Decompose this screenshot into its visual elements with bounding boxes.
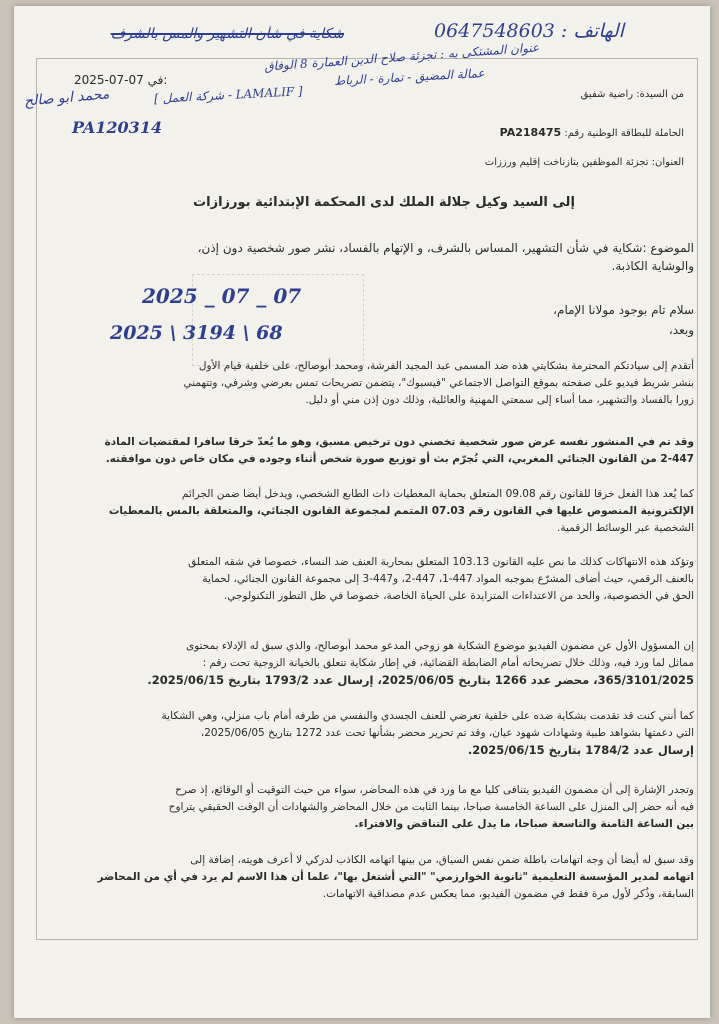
paragraph-5 (54, 638, 694, 689)
date-value: 2025-07-07 (74, 73, 144, 87)
paragraph-line: 2-447 من القانون الجنائي المغربي، التي تُجرّم بث أو توزيع صورة شخص أثناء وجوده في مكان خاص دون موافقته. (105, 453, 694, 465)
handwritten-accused-id: PA120314 (72, 118, 163, 137)
sender-id-field (394, 124, 684, 142)
paragraph-6 (54, 708, 694, 759)
handwritten-accused-name: محمد ابو صالح (23, 86, 110, 110)
paragraph-line: الإلكترونية المنصوص عليها في القانون رقم 07.03 المتمم لمجموعة القانون الجنائي، والمتعلقة بالمس بالمعطيات (108, 505, 694, 517)
handwritten-struck-line: شكاية في شأن التشهير والمس بالشرف (110, 26, 344, 42)
paragraph-line: فيه أنه حضر إلى المنزل على الساعة الخامسة صباحا، بينما الثابت من خلال المحاضر والشهادات أن الوقت الحقيقي يتراوح (168, 801, 694, 813)
recipient-line: إلى السيد وكيل جلالة الملك لدى المحكمة الإبتدائية بورزازات (193, 195, 575, 210)
greeting-line-2: وبعد، (668, 323, 694, 337)
paragraph-1 (54, 358, 694, 409)
paragraph-line: زورا بالفساد والتشهير، مما أساء إلى سمعتي المهنية والعائلية، وذلك دون إذن مني أو دليل. (305, 394, 694, 406)
paragraph-line: 365/3101/2025، محضر عدد 1266 بتاريخ 2025/06/05، إرسال عدد 1793/2 بتاريخ 2025/06/15. (147, 673, 694, 687)
subject-line-1: الموضوع :شكاية في شأن التشهير، المساس بالشرف، و الإتهام بالفساد، نشر صور شخصية دون إذن، (197, 241, 694, 255)
sender-id-label: الحاملة للبطاقة الوطنية رقم: (564, 128, 684, 139)
paragraph-line: وتؤكد هذه الانتهاكات كذلك ما نص عليه القانون 103.13 المتعلق بمحاربة العنف ضد النساء، خصوصا في شقه المتعلق (188, 556, 694, 568)
paragraph-3 (54, 486, 694, 537)
paragraph-line: السابقة، وذُكر لأول مرة فقط في مضمون الفيديو، مما يعكس عدم مصداقية الاتهامات. (322, 888, 694, 900)
handwritten-complaint-date: 2025 _ 07 _ 07 (142, 284, 302, 308)
paragraph-line: كما أنني كنت قد تقدمت بشكاية ضده على خلفية تعرضي للعنف الجسدي والنفسي من طرفه أمام باب منزلي، وهي الشكاية (161, 710, 694, 722)
paragraph-line: أتقدم إلى سيادتكم المحترمة بشكايتي هذه ضد المسمى عبد المجيد الفرشة، ومحمد أبوصالح، على خلفية قيام الأول (198, 360, 694, 372)
paragraph-4 (54, 554, 694, 605)
paragraph-line: بالعنف الرقمي، حيث أضاف المشرّع بموجبه المواد 447-1، 447-2، و447-3 إلى مجموعة القانون الجنائي، لحماية (202, 573, 694, 585)
paragraph-line: مماثل لما ورد فيه، وذلك خلال تصريحاته أمام الضابطة القضائية، في إطار شكاية تتعلق بالخيانة الزوجية تحت رقم : (202, 657, 694, 669)
paragraph-2 (54, 434, 694, 468)
paragraph-line: وقد تم في المنشور نفسه عرض صور شخصية تخصني دون ترخيص مسبق، وهو ما يُعدّ خرقا سافرا لمقتضيات المادة (104, 436, 694, 448)
paragraph-line: اتهامه لمدير المؤسسة التعليمية "ثانوية الخوارزمي" "التي أشتغل بها"، علما أن هذا الاسم لم يرد في أي من المحاضر (97, 871, 694, 883)
paragraph-line: التي دعمتها بشواهد طبية وشهادات شهود عيان، وقد تم تحرير محضر بشأنها تحت عدد 1272 بتاريخ 2025/06/05، (200, 727, 694, 739)
subject-line-2: والوشاية الكاذبة. (611, 259, 694, 273)
paragraph-7 (54, 782, 694, 833)
paragraph-line: إرسال عدد 1784/2 بتاريخ 2025/06/15. (467, 743, 694, 757)
handwritten-file-number: 2025 \ 3194 \ 68 (110, 322, 283, 344)
paragraph-line: كما يُعد هذا الفعل خرقا للقانون رقم 09.08 المتعلق بحماية المعطيات ذات الطابع الشخصي، ويدخل أيضا ضمن الجرائم (181, 488, 694, 500)
date-field (74, 72, 234, 89)
paragraph-line: وتجدر الإشارة إلى أن مضمون الفيديو يتنافى كليا مع ما ورد في هذه المحاضر، سواء من حيث التوقيت أو الوقائع، إذ صرح (175, 784, 694, 796)
paragraph-8 (54, 852, 694, 903)
handwritten-phone: الهاتف : 0647548603 (434, 20, 624, 42)
paragraph-line: بين الساعة الثامنة والتاسعة صباحا، ما يدل على التناقض والافتراء. (354, 818, 694, 830)
sender-id-number: PA218475 (499, 126, 562, 139)
handwritten-workplace: [ LAMALIF - شركة العمل ] (153, 84, 304, 106)
paragraph-line: الشخصية عبر الوسائط الرقمية. (557, 522, 694, 534)
faint-stamp (192, 274, 364, 366)
handwritten-address-line1: عنوان المشتكى به : تجزئة صلاح الدين العمارة 8 الوفاق (263, 40, 540, 74)
sender-address: العنوان: تجزئة الموظفين بتازناخت إقليم ورززات (484, 157, 684, 168)
paragraph-line: الحق في الخصوصية، والحد من الاعتداءات المتزايدة على الحياة الخاصة، خصوصا في ظل التطور التكنولوجي. (223, 590, 694, 602)
paragraph-line: بنشر شريط فيديو على صفحته بموقع التواصل الاجتماعي "فيسبوك"، يتضمن تصريحات تمس بعرضي وشرفي، وتتهمني (183, 377, 694, 389)
sender-name: من السيدة: راضية شفيق (580, 89, 684, 100)
paragraph-line: إن المسؤول الأول عن مضمون الفيديو موضوع الشكاية هو زوجي المدعو محمد أبوصالح، والذي سبق له الإدلاء بمحتوى (185, 640, 694, 652)
handwritten-address-line2: عمالة المضيق - تمارة - الرباط (333, 66, 485, 88)
date-label: في: (147, 73, 168, 87)
document-page (14, 6, 710, 1018)
greeting-line-1: سلام تام بوجود مولانا الإمام، (553, 303, 694, 317)
paragraph-line: وقد سبق له أيضا أن وجه اتهامات باطلة ضمن نفس السياق، من بينها اتهامه الكاذب لدركي لا أعرف هويته، إضافة إلى (190, 854, 694, 866)
